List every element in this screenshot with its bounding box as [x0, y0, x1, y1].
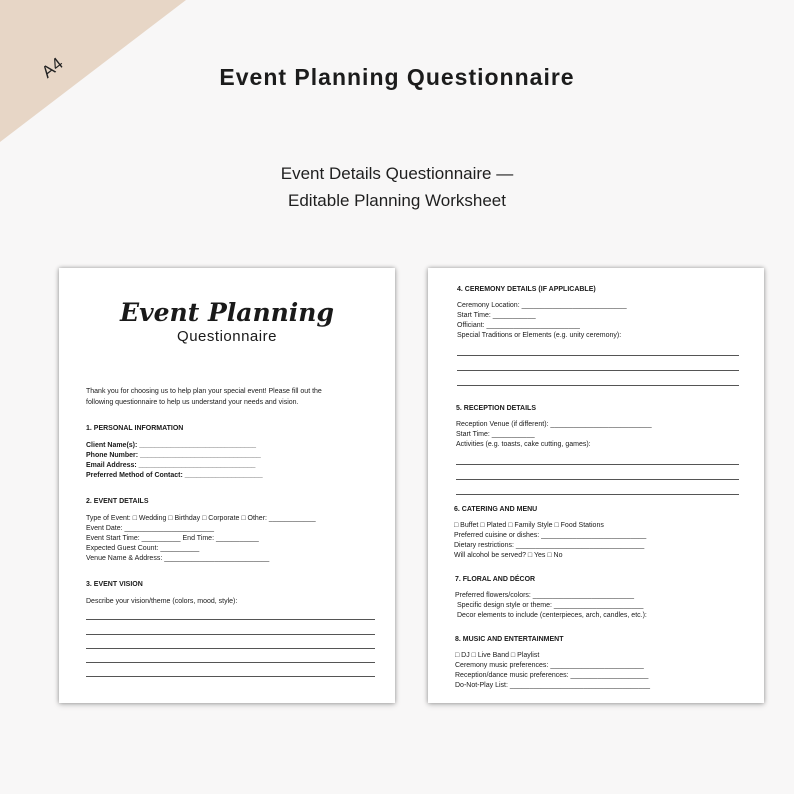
field-design-style[interactable]: Specific design style or theme: _______________________: [457, 602, 644, 609]
writing-line[interactable]: [456, 479, 739, 480]
field-reception-start[interactable]: Start Time: ___________: [456, 431, 535, 438]
page-title-sub: Questionnaire: [177, 328, 277, 345]
section-heading-event-vision: 3. EVENT VISION: [86, 581, 143, 588]
field-decor-elements[interactable]: Decor elements to include (centerpieces, arch, candles, etc.):: [457, 612, 647, 619]
writing-line[interactable]: [456, 494, 739, 495]
field-venue[interactable]: Venue Name & Address: ___________________________: [86, 555, 270, 562]
field-vision-prompt: Describe your vision/theme (colors, mood, style):: [86, 598, 238, 605]
field-email[interactable]: Email Address: ______________________________: [86, 462, 256, 469]
field-activities-prompt: Activities (e.g. toasts, cake cutting, games):: [456, 441, 591, 448]
subtitle-line-2: Editable Planning Worksheet: [288, 191, 506, 210]
document-page-1: [59, 268, 395, 703]
writing-line[interactable]: [457, 385, 739, 386]
main-title: Event Planning Questionnaire: [219, 64, 575, 90]
writing-line[interactable]: [86, 619, 375, 620]
field-guest-count[interactable]: Expected Guest Count: __________: [86, 545, 200, 552]
field-do-not-play[interactable]: Do-Not-Play List: ____________________________________: [455, 682, 650, 689]
subtitle-line-1: Event Details Questionnaire —: [280, 164, 514, 183]
section-heading-music: 8. MUSIC AND ENTERTAINMENT: [455, 636, 564, 643]
page-title-script: Event Planning: [120, 298, 334, 327]
writing-line[interactable]: [86, 634, 375, 635]
section-heading-event-details: 2. EVENT DETAILS: [86, 498, 149, 505]
field-event-date[interactable]: Event Date: _______________________: [86, 525, 215, 532]
field-music-options[interactable]: □ DJ □ Live Band □ Playlist: [455, 652, 540, 659]
field-flowers[interactable]: Preferred flowers/colors: __________________________: [455, 592, 635, 599]
section-heading-catering: 6. CATERING AND MENU: [454, 506, 538, 513]
intro-line-2: following questionnaire to help us understand your needs and vision.: [86, 398, 299, 406]
section-heading-ceremony: 4. CEREMONY DETAILS (IF APPLICABLE): [457, 286, 596, 293]
field-traditions-prompt: Special Traditions or Elements (e.g. unity ceremony):: [457, 332, 622, 339]
field-ceremony-music[interactable]: Ceremony music preferences: ________________________: [455, 662, 644, 669]
field-officiant[interactable]: Officiant: ________________________: [457, 322, 580, 329]
subtitle: [0, 160, 794, 214]
writing-line[interactable]: [457, 370, 739, 371]
field-phone[interactable]: Phone Number: _______________________________: [86, 452, 261, 459]
field-ceremony-start[interactable]: Start Time: ___________: [457, 312, 536, 319]
writing-line[interactable]: [456, 464, 739, 465]
field-cuisine[interactable]: Preferred cuisine or dishes: ___________________________: [454, 532, 647, 539]
writing-line[interactable]: [86, 676, 375, 677]
field-contact-method[interactable]: Preferred Method of Contact: ____________________: [86, 472, 263, 479]
section-heading-reception: 5. RECEPTION DETAILS: [456, 405, 536, 412]
field-client-name[interactable]: Client Name(s): ______________________________: [86, 442, 257, 449]
section-heading-floral: 7. FLORAL AND DÉCOR: [455, 576, 536, 583]
writing-line[interactable]: [86, 662, 375, 663]
writing-line[interactable]: [86, 648, 375, 649]
field-service-style[interactable]: □ Buffet □ Plated □ Family Style □ Food Stations: [454, 522, 604, 529]
field-alcohol[interactable]: Will alcohol be served? □ Yes □ No: [454, 552, 563, 559]
document-page-2: [428, 268, 764, 703]
field-reception-music[interactable]: Reception/dance music preferences: ____________________: [455, 672, 649, 679]
intro-text: [86, 387, 322, 408]
paper-size-label: A4: [38, 53, 68, 82]
field-ceremony-location[interactable]: Ceremony Location: ___________________________: [457, 302, 627, 309]
section-heading-personal: 1. PERSONAL INFORMATION: [86, 425, 184, 432]
field-event-times[interactable]: Event Start Time: __________ End Time: ___________: [86, 535, 259, 542]
intro-line-1: Thank you for choosing us to help plan your special event! Please fill out the: [86, 388, 322, 395]
field-reception-venue[interactable]: Reception Venue (if different): __________________________: [456, 421, 652, 428]
field-event-type[interactable]: Type of Event: □ Wedding □ Birthday □ Corporate □ Other: ____________: [86, 515, 316, 522]
field-dietary[interactable]: Dietary restrictions: _________________________________: [454, 542, 645, 549]
writing-line[interactable]: [457, 355, 739, 356]
